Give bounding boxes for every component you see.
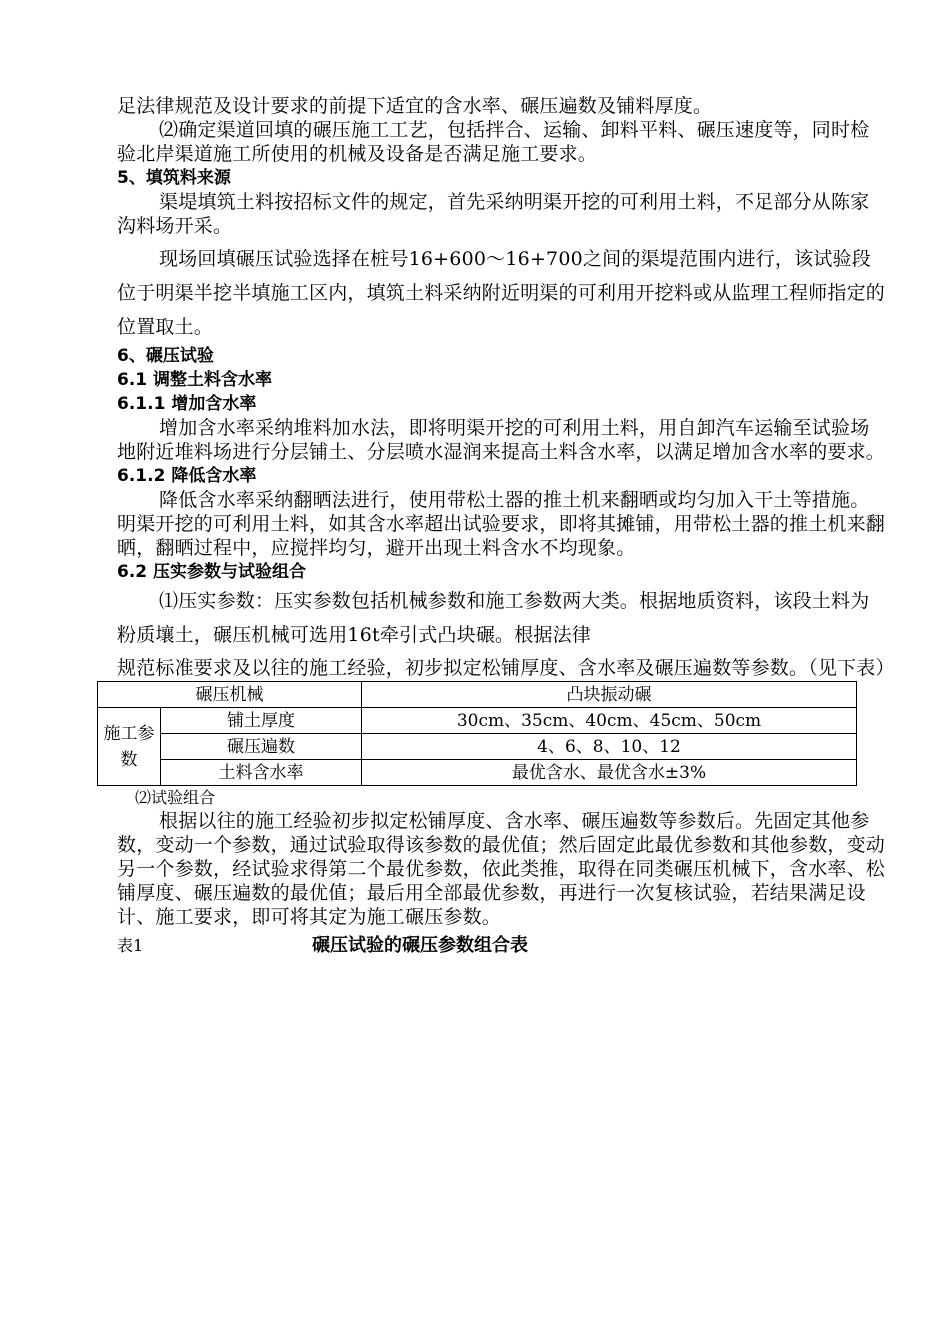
table-header-label: 碾压机械: [98, 682, 362, 708]
heading-increase-moisture: 6.1.1 增加含水率: [117, 394, 257, 414]
heading-moisture-adjust: 6.1 调整土料含水率: [117, 370, 273, 390]
table-row: [98, 734, 857, 760]
paragraph-test-section: 现场回填碾压试验选择在桩号16+600～16+700之间的渠堤范围内进行，该试验段位于明渠半挖半填施工区内，填筑土料采纳附近明渠的可利用开挖料或从监理工程师指定的位置取土。: [117, 248, 886, 338]
compaction-params-table: [97, 681, 857, 786]
table-caption-title: 碾压试验的碾压参数组合表: [312, 935, 528, 956]
paragraph-increase-moisture: 增加含水率采纳堆料加水法，即将明渠开挖的可利用土料，用自卸汽车运输至试验场地附近堆料场进行分层铺土、分层喷水湿润来提高土料含水率，以满足增加含水率的要求。: [117, 417, 886, 463]
table-row: [98, 708, 857, 734]
heading-fill-source: 5、填筑料来源: [117, 168, 231, 188]
table-row-label: 土料含水率: [161, 760, 362, 786]
table-header-value: 凸块振动碾: [362, 682, 857, 708]
table-row-value: 4、6、8、10、12: [362, 734, 857, 760]
paragraph-compaction-process: ⑵确定渠道回填的碾压施工工艺，包括拌合、运输、卸料平料、碾压速度等，同时检验北岸渠道施工所使用的机械及设备是否满足施工要求。: [117, 119, 870, 165]
heading-compaction-params: 6.2 压实参数与试验组合: [117, 562, 307, 582]
paragraph-compaction-params-b: 规范标准要求及以往的施工经验，初步拟定松铺厚度、含水率及碾压遍数等参数。（见下表）: [117, 657, 895, 679]
paragraph-compaction-goal: 足法律规范及设计要求的前提下适宜的含水率、碾压遍数及铺料厚度。: [117, 95, 713, 117]
table-row-value: 最优含水、最优含水±3%: [362, 760, 857, 786]
heading-compaction-test: 6、碾压试验: [117, 346, 214, 366]
table-row: [98, 760, 857, 786]
table-group-label: 施工参数: [98, 708, 161, 786]
table-row-value: 30cm、35cm、40cm、45cm、50cm: [362, 708, 857, 734]
table-row-label: 碾压遍数: [161, 734, 362, 760]
document-page: [103, 94, 895, 957]
table-header-row: [98, 682, 857, 708]
paragraph-decrease-moisture: 降低含水率采纳翻晒法进行，使用带松土器的推土机来翻晒或均匀加入干土等措施。明渠开挖的可利用土料，如其含水率超出试验要求，即将其摊铺，用带松土器的推土机来翻晒，翻晒过程中，应搅拌均匀，避开出现土料含水不均现象。: [117, 489, 886, 559]
table-caption-label: 表1: [117, 936, 144, 955]
paragraph-compaction-params-a: ⑴压实参数：压实参数包括机械参数和施工参数两大类。根据地质资料，该段土料为粉质壤土，碾压机械可选用16t牵引式凸块碾。根据法律: [117, 590, 870, 646]
paragraph-test-combination: 根据以往的施工经验初步拟定松铺厚度、含水率、碾压遍数等参数后。先固定其他参数，变动一个参数，通过试验取得该参数的最优值；然后固定此最优参数和其他参数，变动另一个参数，经试验求得第二个最优参数，依此类推，取得在同类碾压机械下，含水率、松铺厚度、碾压遍数的最优值；最后用全部最优参数，再进行一次复核试验，若结果满足设计、施工要求，即可将其定为施工碾压参数。: [117, 810, 886, 928]
table-row-label: 铺土厚度: [161, 708, 362, 734]
heading-decrease-moisture: 6.1.2 降低含水率: [117, 466, 257, 486]
table-caption: [117, 931, 887, 957]
paragraph-fill-source: 渠堤填筑土料按招标文件的规定，首先采纳明渠开挖的可利用土料，不足部分从陈家沟料场开采。: [117, 191, 870, 237]
paragraph-test-combination-label: ⑵试验组合: [135, 788, 216, 807]
